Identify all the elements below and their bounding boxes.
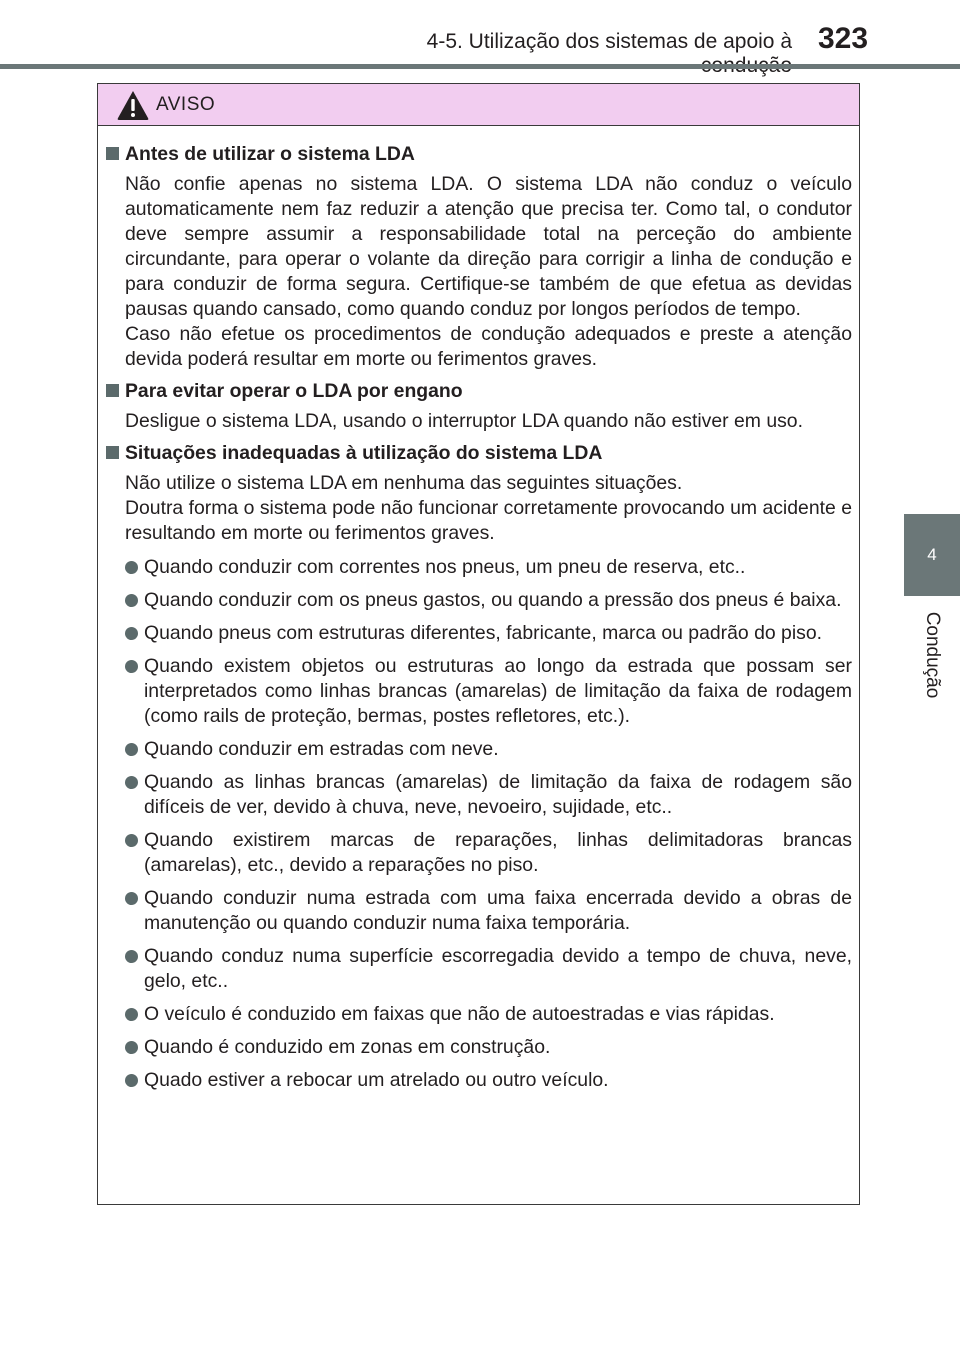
warning-section: [106, 379, 852, 434]
round-bullet-icon: [125, 1008, 138, 1021]
header-divider: [0, 64, 960, 69]
warning-section: [106, 142, 852, 372]
chapter-tab-number: 4: [927, 545, 937, 564]
list-item: Quando existem objetos ou estruturas ao longo da estrada que possam ser interpretados como linhas brancas (amarelas) de limitação da faixa de rodagem (como rails de proteção, bermas, postes refletores, etc.).: [106, 654, 852, 729]
round-bullet-icon: [125, 627, 138, 640]
round-bullet-icon: [125, 561, 138, 574]
round-bullet-icon: [125, 892, 138, 905]
square-bullet-icon: [106, 147, 119, 160]
warning-header: [98, 84, 859, 126]
paragraph: Não utilize o sistema LDA em nenhuma das seguintes situações.: [125, 472, 683, 494]
section-heading: Para evitar operar o LDA por engano: [106, 379, 852, 404]
warning-content: [106, 142, 852, 1100]
warning-section: [106, 441, 852, 1093]
round-bullet-icon: [125, 1074, 138, 1087]
list-item: Quando conduzir com os pneus gastos, ou quando a pressão dos pneus é baixa.: [106, 588, 852, 613]
square-bullet-icon: [106, 446, 119, 459]
list-item: Quando pneus com estruturas diferentes, fabricante, marca ou padrão do piso.: [106, 621, 852, 646]
section-heading: Situações inadequadas à utilização do sistema LDA: [106, 441, 852, 466]
round-bullet-icon: [125, 1041, 138, 1054]
list-item: Quando conduz numa superfície escorregadia devido a tempo de chuva, neve, gelo, etc..: [106, 944, 852, 994]
list-item: Quado estiver a rebocar um atrelado ou outro veículo.: [106, 1068, 852, 1093]
round-bullet-icon: [125, 743, 138, 756]
list-item: Quando é conduzido em zonas em construção.: [106, 1035, 852, 1060]
list-item: Quando as linhas brancas (amarelas) de limitação da faixa de rodagem são difíceis de ver, devido à chuva, neve, nevoeiro, sujidade, etc..: [106, 770, 852, 820]
paragraph: Não confie apenas no sistema LDA. O sistema LDA não conduz o veículo automaticamente nem faz reduzir a atenção que precisa ter. Como tal, o condutor deve sempre assumir a responsabilidade total na perceção do ambiente circundante, para operar o volante da direção para corrigir a linha de condução e para conduzir de forma segura. Certifique-se também de que efetua as devidas pausas quando cansado, como quando conduz por longos períodos de tempo.: [125, 173, 852, 320]
round-bullet-icon: [125, 834, 138, 847]
round-bullet-icon: [125, 950, 138, 963]
round-bullet-icon: [125, 660, 138, 673]
paragraph: Caso não efetue os procedimentos de condução adequados e preste a atenção devida poderá resultar em morte ou ferimentos graves.: [125, 323, 852, 370]
list-item: Quando existirem marcas de reparações, linhas delimitadoras brancas (amarelas), etc., devido a reparações no piso.: [106, 828, 852, 878]
round-bullet-icon: [125, 594, 138, 607]
warning-label: AVISO: [156, 93, 216, 115]
round-bullet-icon: [125, 776, 138, 789]
paragraph: Desligue o sistema LDA, usando o interruptor LDA quando não estiver em uso.: [125, 410, 803, 432]
square-bullet-icon: [106, 384, 119, 397]
chapter-tab: [904, 514, 960, 596]
page-number: 323: [818, 22, 869, 55]
list-item: Quando conduzir numa estrada com uma faixa encerrada devido a obras de manutenção ou quando conduzir numa faixa temporária.: [106, 886, 852, 936]
chapter-heading: 4-5. Utilização dos sistemas de apoio à: [426, 30, 792, 53]
list-item: O veículo é conduzido em faixas que não de autoestradas e vias rápidas.: [106, 1002, 852, 1027]
list-item: Quando conduzir em estradas com neve.: [106, 737, 852, 762]
list-item: Quando conduzir com correntes nos pneus, um pneu de reserva, etc..: [106, 555, 852, 580]
warning-triangle-icon: [116, 89, 150, 121]
warning-box: [97, 83, 860, 1205]
chapter-tab-label: Condução: [922, 611, 943, 699]
paragraph: Doutra forma o sistema pode não funcionar corretamente provocando um acidente e resultando em morte ou ferimentos graves.: [125, 497, 852, 544]
section-heading: Antes de utilizar o sistema LDA: [106, 142, 852, 167]
